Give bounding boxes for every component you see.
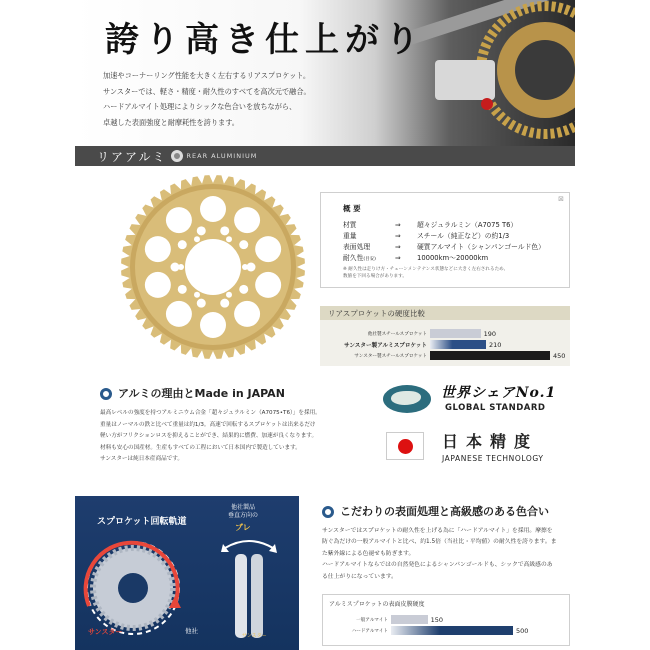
bolt-hole bbox=[242, 264, 248, 270]
small-hole bbox=[178, 285, 187, 294]
bar-label: 他社製スチールスプロケット bbox=[367, 331, 427, 337]
close-icon: ⊠ bbox=[558, 195, 564, 203]
hardness-bar-row bbox=[344, 340, 502, 349]
bar-value: 210 bbox=[489, 340, 502, 349]
lightening-hole bbox=[255, 272, 281, 298]
spec-key: 重量 bbox=[343, 232, 357, 240]
bar-label: サンスター製スチールスプロケット bbox=[354, 353, 427, 359]
hardness-bar-row bbox=[351, 626, 529, 635]
competitor-label bbox=[223, 504, 263, 520]
surface-line: た紫外線による色褪せも防ぎます。 bbox=[322, 550, 415, 557]
hero-line: 加速やコーナーリング性能を大きく左右するリアスプロケット。 bbox=[103, 71, 311, 80]
hardness-bar-row bbox=[367, 329, 497, 338]
hero-banner bbox=[75, 0, 575, 146]
aluminium-line: 材料も安心の国産材。生産もすべての工程において日本国内で製造しています。 bbox=[100, 444, 301, 451]
bolt-hole bbox=[226, 236, 232, 242]
spec-row bbox=[343, 253, 569, 265]
japan-precision-logo bbox=[386, 428, 556, 468]
spec-row bbox=[343, 242, 569, 253]
spec-value: 硬質アルマイト（シャンパンゴールド色） bbox=[417, 243, 545, 251]
small-hole bbox=[197, 299, 206, 308]
chart-title: アルミスプロケットの表面皮膜硬度 bbox=[329, 601, 425, 608]
spec-key: 表面処理 bbox=[343, 243, 371, 251]
lightening-hole bbox=[234, 301, 260, 327]
hardness-bar bbox=[430, 329, 481, 338]
small-hole bbox=[178, 240, 187, 249]
other-company-label: 他社 bbox=[185, 627, 198, 635]
bolt-hole bbox=[194, 236, 200, 242]
sunstar-small-label: サンスター bbox=[242, 633, 267, 639]
lightening-hole bbox=[166, 301, 192, 327]
globe-icon bbox=[383, 385, 431, 413]
spec-key: 材質 bbox=[343, 221, 357, 229]
hero-title: 誇り高き仕上がり bbox=[105, 20, 425, 60]
surface-line: ハードアルマイトならではの自然発色によるシャンパンゴールドも、シックで高級感のあ bbox=[322, 562, 553, 569]
surface-line: る仕上がりになっています。 bbox=[322, 573, 397, 580]
hero-line: サンスターでは、軽さ・精度・耐久性のすべてを高次元で融合。 bbox=[103, 86, 311, 96]
spec-row bbox=[343, 220, 569, 231]
global-share-text: 世界シェアNo.1 bbox=[441, 385, 557, 401]
spec-heading: 概 要 bbox=[343, 204, 361, 213]
spec-note: ※ 耐久性は走りけ方・チェーンメンテナンス状態などに大きく左右されるため、 bbox=[343, 267, 509, 272]
aluminium-line: 重量はノーマルの鉄と比べて重量は約1/3。高速で回転するスプロケットは出来るだけ bbox=[100, 421, 316, 428]
small-hole bbox=[239, 240, 248, 249]
japan-precision-text: 日本精度 bbox=[442, 432, 539, 451]
hero-line: ハードアルマイト処理によりシックな色合いを放ちながら、 bbox=[103, 102, 297, 111]
lightening-hole bbox=[200, 312, 226, 338]
hardness-bar bbox=[430, 340, 486, 349]
rear-sprocket-hardness-chart bbox=[320, 306, 570, 366]
section-title: リアアルミ bbox=[97, 149, 167, 164]
vertical-direction-label: 垂直方向の bbox=[227, 512, 258, 519]
arrow-icon: ⇒ bbox=[395, 243, 401, 251]
bar-value: 450 bbox=[553, 351, 566, 360]
bolt-hole bbox=[226, 292, 232, 298]
spec-key bbox=[343, 253, 395, 265]
bullet-icon bbox=[100, 388, 112, 400]
bolt-hole bbox=[194, 292, 200, 298]
aluminium-line: 軽い方がフリクションロスを抑えることができ、結果的に燃費、加速が良くなります。 bbox=[100, 433, 318, 439]
arrow-icon: ⇒ bbox=[395, 221, 401, 229]
spec-value: スチール（純正など）の約1/3 bbox=[417, 232, 510, 240]
aluminium-description bbox=[100, 408, 321, 466]
bar-label: ハードアルマイト bbox=[351, 628, 388, 634]
lightening-hole bbox=[255, 236, 281, 262]
japanese-technology-text: JAPANESE TECHNOLOGY bbox=[442, 454, 544, 463]
spec-key-note: (目安) bbox=[363, 257, 376, 262]
gear-icon bbox=[171, 150, 183, 162]
arrow-icon: ⇒ bbox=[395, 254, 401, 262]
competitor-product-label: 他社製品 bbox=[230, 504, 255, 511]
hardness-bar bbox=[391, 615, 428, 624]
hardness-bar-row bbox=[354, 351, 566, 360]
hardness-bar-row bbox=[356, 615, 444, 624]
bar-value: 500 bbox=[516, 626, 529, 635]
lightening-hole bbox=[234, 207, 260, 233]
section-subtitle: REAR ALUMINIUM bbox=[186, 152, 258, 160]
rotation-trajectory-panel bbox=[75, 496, 299, 650]
surface-line: サンスターではスプロケットの耐久性を上げる為に「ハードアルマイト」を採用。摩擦を bbox=[322, 528, 553, 534]
bolt-hole bbox=[178, 264, 184, 270]
spec-note: 数値を下回る場合があります。 bbox=[343, 274, 407, 279]
lightening-hole bbox=[145, 272, 171, 298]
hardness-bar bbox=[391, 626, 513, 635]
section-header bbox=[75, 146, 575, 166]
spec-box bbox=[320, 192, 570, 288]
spec-key-text: 耐久性 bbox=[343, 254, 364, 262]
trajectory-title: スプロケット回転軌道 bbox=[97, 517, 187, 527]
wobble-label: ブレ bbox=[235, 523, 251, 532]
arrow-icon: ⇒ bbox=[395, 232, 401, 240]
small-hole bbox=[220, 299, 229, 308]
chart-title: リアスプロケットの硬度比較 bbox=[320, 306, 570, 320]
sprocket-image bbox=[118, 172, 308, 362]
spec-value: 超々ジュラルミン（A7075 T6） bbox=[417, 221, 518, 229]
surface-line: 防ぐ為だけの一般アルマイトと比べ、約1.5倍（当社比・平均値）の耐久性を誇ります。ま bbox=[322, 539, 557, 546]
aluminium-title: アルミの理由とMade in JAPAN bbox=[118, 387, 285, 400]
aluminium-line: 最高レベルの強度を持つアルミニウム合金「超々ジュラルミン（A7075•T6）」を採用。 bbox=[100, 410, 321, 416]
bar-value: 150 bbox=[430, 615, 444, 624]
surface-description bbox=[322, 526, 557, 583]
global-share-logo bbox=[383, 382, 557, 418]
aluminium-line: サンスターは純日本産商品です。 bbox=[100, 456, 184, 462]
center-bore bbox=[185, 239, 241, 295]
hero-line: 卓越した表面強度と耐摩耗性を誇ります。 bbox=[103, 117, 239, 127]
lightening-hole bbox=[166, 207, 192, 233]
spec-row bbox=[343, 231, 569, 242]
sunstar-label: サンスター bbox=[88, 628, 123, 636]
bar-label: サンスター製アルミスプロケット bbox=[344, 342, 427, 349]
lightening-hole bbox=[145, 236, 171, 262]
surface-heading bbox=[322, 503, 549, 519]
small-hole bbox=[220, 226, 229, 235]
bullet-icon bbox=[322, 506, 334, 518]
lightening-hole bbox=[200, 196, 226, 222]
small-hole bbox=[239, 285, 248, 294]
spec-value: 10000km～20000km bbox=[417, 254, 489, 262]
surface-title: こだわりの表面処理と高級感のある色合い bbox=[340, 505, 549, 518]
japan-flag-icon bbox=[386, 432, 424, 460]
hero-description bbox=[103, 68, 363, 130]
bar-value: 190 bbox=[483, 329, 497, 338]
aluminium-heading bbox=[100, 385, 285, 401]
hardness-bar bbox=[430, 351, 550, 360]
surface-hardness-chart bbox=[322, 594, 570, 646]
small-hole bbox=[197, 226, 206, 235]
global-standard-text: GLOBAL STANDARD bbox=[445, 403, 546, 413]
bar-label: 一般アルマイト bbox=[356, 617, 388, 623]
